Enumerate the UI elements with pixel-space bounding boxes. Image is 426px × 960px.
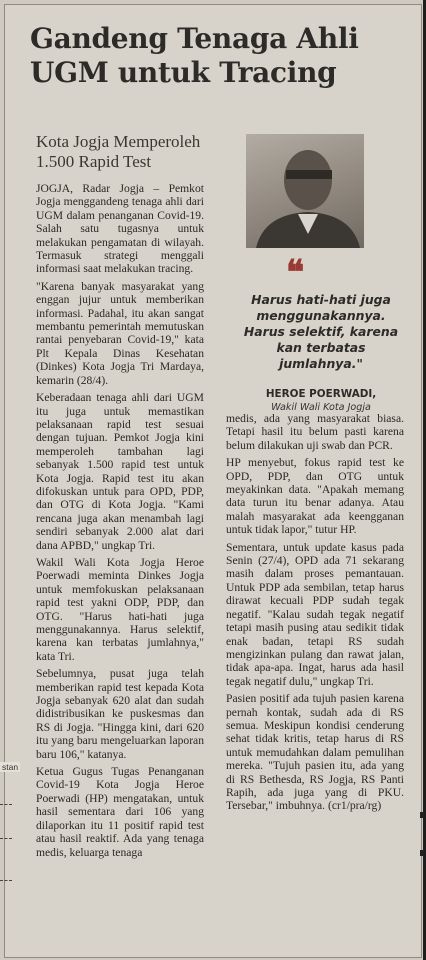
- paragraph: Keberadaan tenaga ahli dari UGM itu juga untuk memastikan pelaksanaan rapid test sesuai dengan tujuan. Pemkot Jogja kini memperoleh tambahan lagi sebanyak 1.500 rapid test untuk Kota Jogja. Rapid test itu akan difokuskan untuk para OPD, PDP, dan OTG di Kota Jogja. "Kami rencana juga akan menambah lagi sendiri sebanyak 2.000 alat dari dana APBD," ungkap Tri.: [36, 391, 204, 552]
- headline: Gandeng Tenaga Ahli UGM untuk Tracing: [30, 22, 359, 89]
- scan-mark: [420, 812, 424, 818]
- person-silhouette-icon: [246, 134, 364, 248]
- pull-quote: Harus hati-hati juga menggunakannya. Harus selektif, karena kan terbatas jumlahnya.": [243, 292, 399, 371]
- paragraph: Ketua Gugus Tugas Penanganan Covid-19 Kota Jogja Heroe Poerwadi (HP) mengatakan, untuk hasil sementara dari 106 yang dilaporkan itu 11 positif rapid test atau hasil reaktif. Ada yang tenaga medis, keluarga tenaga: [36, 765, 204, 859]
- cut-line: [0, 804, 12, 805]
- paragraph: Sebelumnya, pusat juga telah memberikan rapid test kepada Kota Jogja sebanyak 620 alat dan sudah didistribusikan ke puskesmas dan RS di Jogja. "Hingga kini, dari 620 itu yang baru mengeluarkan laporan baru 106," katanya.: [36, 667, 204, 761]
- scan-mark: [420, 850, 424, 856]
- article-column-right: [226, 412, 404, 817]
- portrait-photo: [246, 134, 364, 248]
- quote-mark-icon: ❝: [286, 253, 305, 293]
- quote-attribution-name: HEROE POERWADI,: [265, 388, 377, 400]
- subheadline: Kota Jogja Memperoleh 1.500 Rapid Test: [36, 132, 201, 171]
- paragraph: JOGJA, Radar Jogja – Pemkot Jogja menggandeng tenaga ahli dari UGM dalam penanganan Covid-19. Salah satu tugasnya untuk melakukan pengamatan di wilayah. Termasuk strategi menggali informasi saat melakukan tracing.: [36, 182, 204, 276]
- cut-line: [0, 880, 12, 881]
- paragraph: "Karena banyak masyarakat yang enggan jujur untuk memberikan informasi. Padahal, itu akan sangat membantu pemerintah memutuskan rantai penyebaran Covid-19," kata Plt Kepala Dinas Kesehatan (Dinkes) Kota Jogja Tri Mardaya, kemarin (28/4).: [36, 279, 204, 387]
- quote-attribution-role: Wakil Wali Kota Jogja: [271, 402, 371, 413]
- paragraph: Wakil Wali Kota Jogja Heroe Poerwadi meminta Dinkes Jogja untuk memfokuskan pelaksanaan rapid test yakni ODP, PDP, dan OTG. "Harus hati-hati juga menggunakannya. Harus selektif, karena kan terbatas jumlahnya," kata Tri.: [36, 555, 204, 663]
- paragraph: Pasien positif ada tujuh pasien karena pernah kontak, sudah ada di RS semua. Meskipun kondisi cenderung sehat tidak kritis, tetap harus di RS untuk memudahkan dalam pemulihan mereka. "Tujuh pasien itu, ada yang di RS Bethesda, RS Jogja, RS Panti Rapih, ada juga yang di PKU. Tersebar," imbuhnya. (cr1/pra/rg): [226, 692, 404, 813]
- paragraph: HP menyebut, fokus rapid test ke OPD, PDP, dan OTG untuk meyakinkan data. "Apakah memang data turun itu benar adanya. Atau malah masyarakat ada keengganan untuk tidak lapor," tutur HP.: [226, 456, 404, 537]
- paragraph: Sementara, untuk update kasus pada Senin (27/4), OPD ada 71 sekarang masih dalam proses pemantauan. Untuk PDP ada sembilan, tetap harus dirawat kecuali PDP sudah tegak negatif. "Kalau sudah tegak negatif tetapi masih pusing atau sedikit tidak enak badan, tetapi RS sudah mengizinkan pulang dan rawat jalan, tidak apa-apa. Ingat, harus ada hasil tegak negatif dulu," ungkap Tri.: [226, 540, 404, 688]
- cut-line: [0, 838, 12, 839]
- margin-fragment-text: stan: [2, 762, 19, 772]
- article-column-left: [36, 182, 204, 863]
- paragraph: medis, ada yang masyarakat biasa. Tetapi hasil itu belum pasti karena belum dilakukan uji swab dan PCR.: [226, 412, 404, 452]
